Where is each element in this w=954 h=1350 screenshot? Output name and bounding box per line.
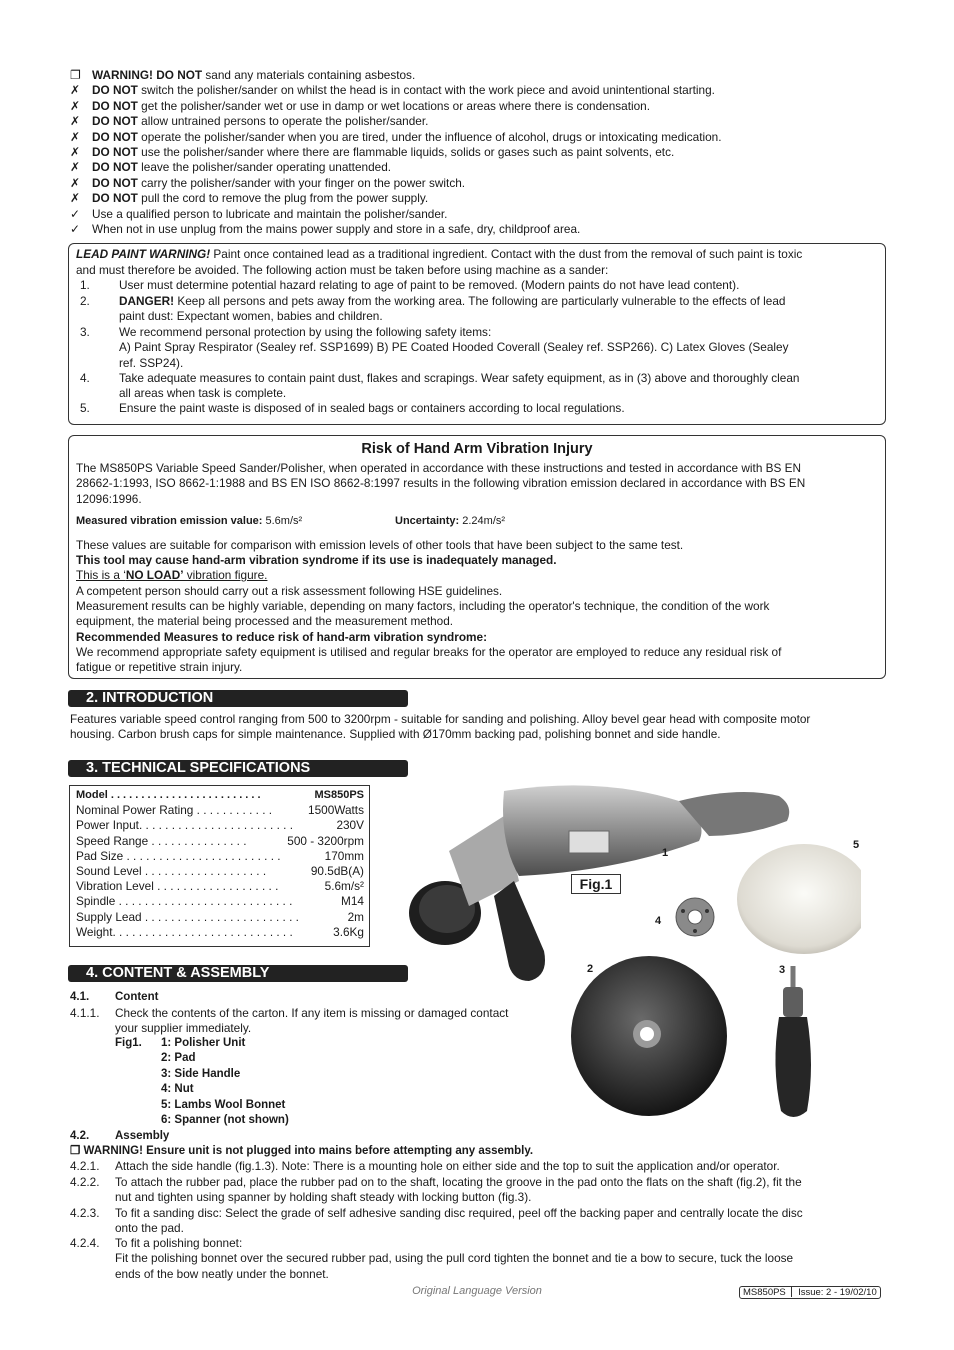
section-4-1-number: 4.1. — [70, 991, 90, 1003]
warning-text: carry the polisher/sander with your finger on the power switch. — [137, 175, 466, 190]
part-item: 5: Lambs Wool Bonnet — [161, 1098, 286, 1111]
step-line: To fit a sanding disc: Select the grade of self adhesive sanding disc required, peel off the backing paper and centrally locate the disc — [115, 1206, 803, 1220]
warning-marker: ✗ — [70, 98, 80, 113]
warning-marker: ✓ — [70, 222, 80, 236]
part-item: 6: Spanner (not shown) — [161, 1114, 289, 1126]
introduction-line: Features variable speed control ranging from 500 to 3200rpm - suitable for sanding and polishing. Alloy bevel gear head with composite motor — [70, 712, 811, 726]
spec-value: MS850PS — [314, 789, 364, 801]
fig-reference: Fig1. — [115, 1037, 142, 1049]
vibration-measurement-line: Measurement results can be highly variable, depending on many factors, including the operator's technique, the condition of the work — [76, 599, 770, 613]
warning-item — [70, 191, 428, 206]
footer-issue: Issue: 2 - 19/02/10 — [798, 1287, 877, 1298]
spec-value: 230V — [336, 818, 364, 833]
warning-marker: ✓ — [70, 206, 80, 221]
warning-item — [70, 145, 674, 160]
spec-label: Model . . . . . . . . . . . . . . . . . . . . . . . . . — [76, 789, 261, 801]
spec-value: 3.6Kg — [333, 924, 364, 939]
spec-label: Power Input. . . . . . . . . . . . . . . . . . . . . . . . — [76, 818, 293, 833]
warning-item — [70, 68, 415, 83]
callout-2: 2 — [587, 963, 594, 975]
step-number: 4.2.2. — [70, 1175, 100, 1189]
spec-row — [76, 849, 364, 864]
spec-label: Weight. . . . . . . . . . . . . . . . . . . . . . . . . . . . — [76, 924, 293, 939]
warning-bold: DO NOT — [92, 83, 138, 98]
section-4-1-1-number: 4.1.1. — [70, 1006, 100, 1020]
warning-text: allow untrained persons to operate the polisher/sander. — [137, 114, 429, 129]
warning-marker: ❐ — [70, 68, 81, 82]
warning-item — [70, 207, 447, 222]
lead-item-number: 5. — [80, 401, 90, 415]
lead-item-number: 1. — [80, 278, 90, 292]
step-line: Fit the polishing bonnet over the secured rubber pad, using the pull cord tighten the bonnet and tie a bow to secure, tuck the loose — [115, 1251, 794, 1266]
warning-item — [70, 99, 650, 114]
spec-row — [76, 879, 364, 894]
step-number: 4.2.1. — [70, 1159, 100, 1173]
callout-3: 3 — [779, 964, 786, 976]
spec-row — [76, 910, 364, 925]
warning-bold: WARNING! DO NOT — [92, 68, 203, 82]
lead-item-number: 4. — [80, 371, 90, 385]
warning-text: pull the cord to remove the plug from the power supply. — [137, 191, 429, 206]
lead-item-line: We recommend personal protection by using the following safety items: — [119, 325, 492, 339]
section-4-1-1-line: Check the contents of the carton. If any item is missing or damaged contact — [115, 1006, 509, 1020]
spec-label: Nominal Power Rating . . . . . . . . . . . . — [76, 803, 273, 818]
spec-label: Sound Level . . . . . . . . . . . . . . . . . . . — [76, 864, 267, 879]
lead-paint-intro: LEAD PAINT WARNING! Paint once contained lead as a traditional ingredient. Contact with the dust from the removal of such paint is toxic — [76, 247, 803, 261]
spec-value: 90.5dB(A) — [310, 864, 364, 879]
lead-item-line: User must determine potential hazard relating to age of paint to be removed. (Modern paints do not have lead content). — [119, 278, 740, 292]
spec-row — [76, 834, 364, 849]
step-number: 4.2.3. — [70, 1206, 100, 1220]
warning-item — [70, 222, 580, 237]
warning-text: use the polisher/sander where there are flammable liquids, solids or gases such as paint solvents, etc. — [137, 145, 675, 159]
vibration-no-load: This is a ‘NO LOAD’ vibration figure. — [76, 568, 268, 582]
lead-item-line: all areas when task is complete. — [119, 386, 287, 401]
spec-label: Speed Range . . . . . . . . . . . . . . . — [76, 833, 247, 848]
spec-row — [76, 803, 364, 818]
section-4-2-number: 4.2. — [70, 1130, 90, 1142]
warning-text: switch the polisher/sander on whilst the head is in contact with the work piece and avoid unintentional starting. — [137, 83, 715, 98]
warning-bold: DO NOT — [92, 160, 138, 175]
warning-marker: ✗ — [70, 114, 80, 129]
warning-bold: DO NOT — [92, 98, 138, 113]
warning-item — [70, 160, 391, 175]
vibration-intro-line: 28662-1:1993, ISO 8662-1:1988 and BS EN ISO 8662-8:1997 results in the following vibration emission declared in accordance with BS EN — [76, 476, 806, 491]
assembly-warning: ❐ WARNING! Ensure unit is not plugged into mains before attempting any assembly. — [70, 1145, 534, 1157]
content-assembly-heading: 4. CONTENT & ASSEMBLY — [68, 965, 408, 982]
section-4-1-title: Content — [115, 991, 159, 1003]
part-item: 3: Side Handle — [161, 1067, 241, 1080]
warning-bold: DO NOT — [92, 175, 138, 190]
vibration-uncertainty: Uncertainty: 2.24m/s² — [395, 515, 506, 527]
lead-item-number: 2. — [80, 294, 90, 308]
nut-drawing — [676, 898, 714, 936]
step-line: ends of the bow neatly under the bonnet. — [115, 1266, 329, 1281]
figure-1-label: Fig.1 — [571, 874, 621, 894]
vibration-competent: A competent person should carry out a risk assessment following HSE guidelines. — [76, 584, 503, 598]
lead-paint-intro-2: and must therefore be avoided. The following action must be taken before using machine as a sander: — [76, 263, 609, 277]
lead-item-number: 3. — [80, 325, 90, 339]
warning-marker: ✗ — [70, 129, 80, 144]
step-line: Attach the side handle (fig.1.3). Note: There is a mounting hole on either side and the top to suit the application and/or operator. — [115, 1159, 780, 1173]
spec-value: 500 - 3200rpm — [287, 833, 364, 848]
vibration-recommended-line: fatigue or repetitive strain injury. — [76, 660, 243, 675]
part-item: 4: Nut — [161, 1083, 194, 1096]
warning-item — [70, 130, 722, 145]
vibration-intro-line: 12096:1996. — [76, 491, 142, 506]
lead-item-line: Ensure the paint waste is disposed of in sealed bags or containers according to local regulations. — [119, 401, 625, 415]
callout-1: 1 — [662, 847, 669, 859]
figure-1-illustration — [409, 781, 861, 1129]
section-4-2-title: Assembly — [115, 1130, 170, 1142]
spec-label: Pad Size . . . . . . . . . . . . . . . . . . . . . . . . — [76, 848, 281, 863]
lead-item-line: DANGER! Keep all persons and pets away from the working area. The following are particularly vulnerable to the effects of lead — [119, 294, 786, 308]
warning-bold: DO NOT — [92, 114, 138, 129]
vibration-measurement-line: equipment, the material being processed and the measurement method. — [76, 614, 454, 629]
vibration-bold-warning: This tool may cause hand-arm vibration syndrome if its use is inadequately managed. — [76, 553, 557, 567]
spec-value: 5.6m/s² — [324, 879, 364, 894]
spec-row — [76, 818, 364, 833]
warning-item — [70, 176, 465, 191]
vibration-measured: Measured vibration emission value: 5.6m/s² — [76, 515, 303, 527]
spec-row — [76, 894, 364, 909]
lead-item-bold: DANGER! — [119, 294, 175, 308]
spec-row — [76, 925, 364, 940]
warning-marker: ✗ — [70, 145, 80, 159]
footer-language: Original Language Version — [412, 1285, 542, 1297]
lead-paint-title: LEAD PAINT WARNING! — [76, 247, 211, 261]
warning-bold: DO NOT — [92, 145, 138, 159]
vibration-recommended-line: We recommend appropriate safety equipment is utilised and regular breaks for the operator are employed to reduce any residual risk of — [76, 645, 782, 659]
step-line: To attach the rubber pad, place the rubber pad on to the shaft, locating the groove in the pad onto the flats on the shaft (fig.2), fit the — [115, 1175, 802, 1189]
introduction-line: housing. Carbon brush caps for simple maintenance. Supplied with Ø170mm backing pad, polishing bonnet and side handle. — [70, 727, 721, 742]
callout-4: 4 — [655, 915, 662, 927]
vibration-intro-line: The MS850PS Variable Speed Sander/Polisher, when operated in accordance with these instructions and tested in accordance with BS EN — [76, 461, 802, 475]
lead-item-line: A) Paint Spray Respirator (Sealey ref. SSP1699) B) PE Coated Hooded Coverall (Sealey ref. SSP266). C) Latex Gloves (Sealey — [119, 340, 789, 355]
vibration-recommended-title: Recommended Measures to reduce risk of hand-arm vibration syndrome: — [76, 630, 488, 644]
lambs-wool-bonnet-drawing — [737, 844, 861, 954]
vibration-title: Risk of Hand Arm Vibration Injury — [361, 441, 593, 457]
warning-text: When not in use unplug from the mains power supply and store in a safe, dry, childproof area. — [92, 222, 581, 236]
lead-item-line: paint dust: Expectant women, babies and children. — [119, 309, 383, 324]
spec-value: M14 — [341, 894, 364, 909]
spec-label: Spindle . . . . . . . . . . . . . . . . . . . . . . . . . . . — [76, 894, 293, 909]
figure-1 — [409, 781, 861, 1129]
warning-bold: DO NOT — [92, 129, 138, 144]
warning-item — [70, 114, 428, 129]
footer-model-box — [739, 1286, 881, 1299]
part-item: 2: Pad — [161, 1052, 196, 1065]
spec-label: Vibration Level . . . . . . . . . . . . . . . . . . . — [76, 879, 279, 894]
lead-item-line: ref. SSP24). — [119, 355, 184, 370]
introduction-heading: 2. INTRODUCTION — [68, 690, 408, 707]
warning-text: get the polisher/sander wet or use in damp or wet locations or areas where there is condensation. — [137, 98, 651, 113]
section-4-1-1-line: your supplier immediately. — [115, 1021, 252, 1036]
warning-marker: ✗ — [70, 83, 80, 98]
part-item: 1: Polisher Unit — [161, 1037, 246, 1049]
spec-value: 170mm — [324, 848, 364, 863]
callout-5: 5 — [853, 839, 860, 851]
step-line: To fit a polishing bonnet: — [115, 1236, 243, 1250]
warning-text: operate the polisher/sander when you are tired, under the influence of alcohol, drugs or intoxicating medication. — [137, 129, 722, 144]
warning-marker: ✗ — [70, 175, 80, 190]
spec-label: Supply Lead . . . . . . . . . . . . . . . . . . . . . . . . — [76, 909, 299, 924]
spec-value: 1500Watts — [308, 803, 364, 818]
specifications-heading: 3. TECHNICAL SPECIFICATIONS — [68, 760, 408, 777]
backing-pad-drawing — [571, 956, 727, 1116]
side-handle-drawing — [775, 966, 811, 1117]
step-number: 4.2.4. — [70, 1236, 100, 1250]
warning-text: leave the polisher/sander operating unattended. — [137, 160, 392, 175]
spec-row — [76, 788, 364, 803]
warning-marker: ✗ — [70, 191, 80, 206]
warning-item — [70, 83, 715, 98]
warning-bold: DO NOT — [92, 191, 138, 206]
spec-row — [76, 864, 364, 879]
step-line: nut and tighten using spanner by holding shaft steady with locking button (fig.3). — [115, 1190, 532, 1205]
warning-text: sand any materials containing asbestos. — [202, 68, 416, 82]
warning-marker: ✗ — [70, 160, 80, 175]
vibration-comparison: These values are suitable for comparison with emission levels of other tools that have been subject to the same test. — [76, 538, 684, 552]
footer-model: MS850PS — [743, 1287, 786, 1298]
specifications-table — [69, 785, 370, 947]
step-line: onto the pad. — [115, 1221, 184, 1236]
spec-value: 2m — [347, 909, 364, 924]
lead-item-line: Take adequate measures to contain paint dust, flakes and scrapings. Wear safety equipment, as in (3) above and thoroughly clean — [119, 371, 800, 385]
warning-text: Use a qualified person to lubricate and maintain the polisher/sander. — [92, 206, 448, 221]
